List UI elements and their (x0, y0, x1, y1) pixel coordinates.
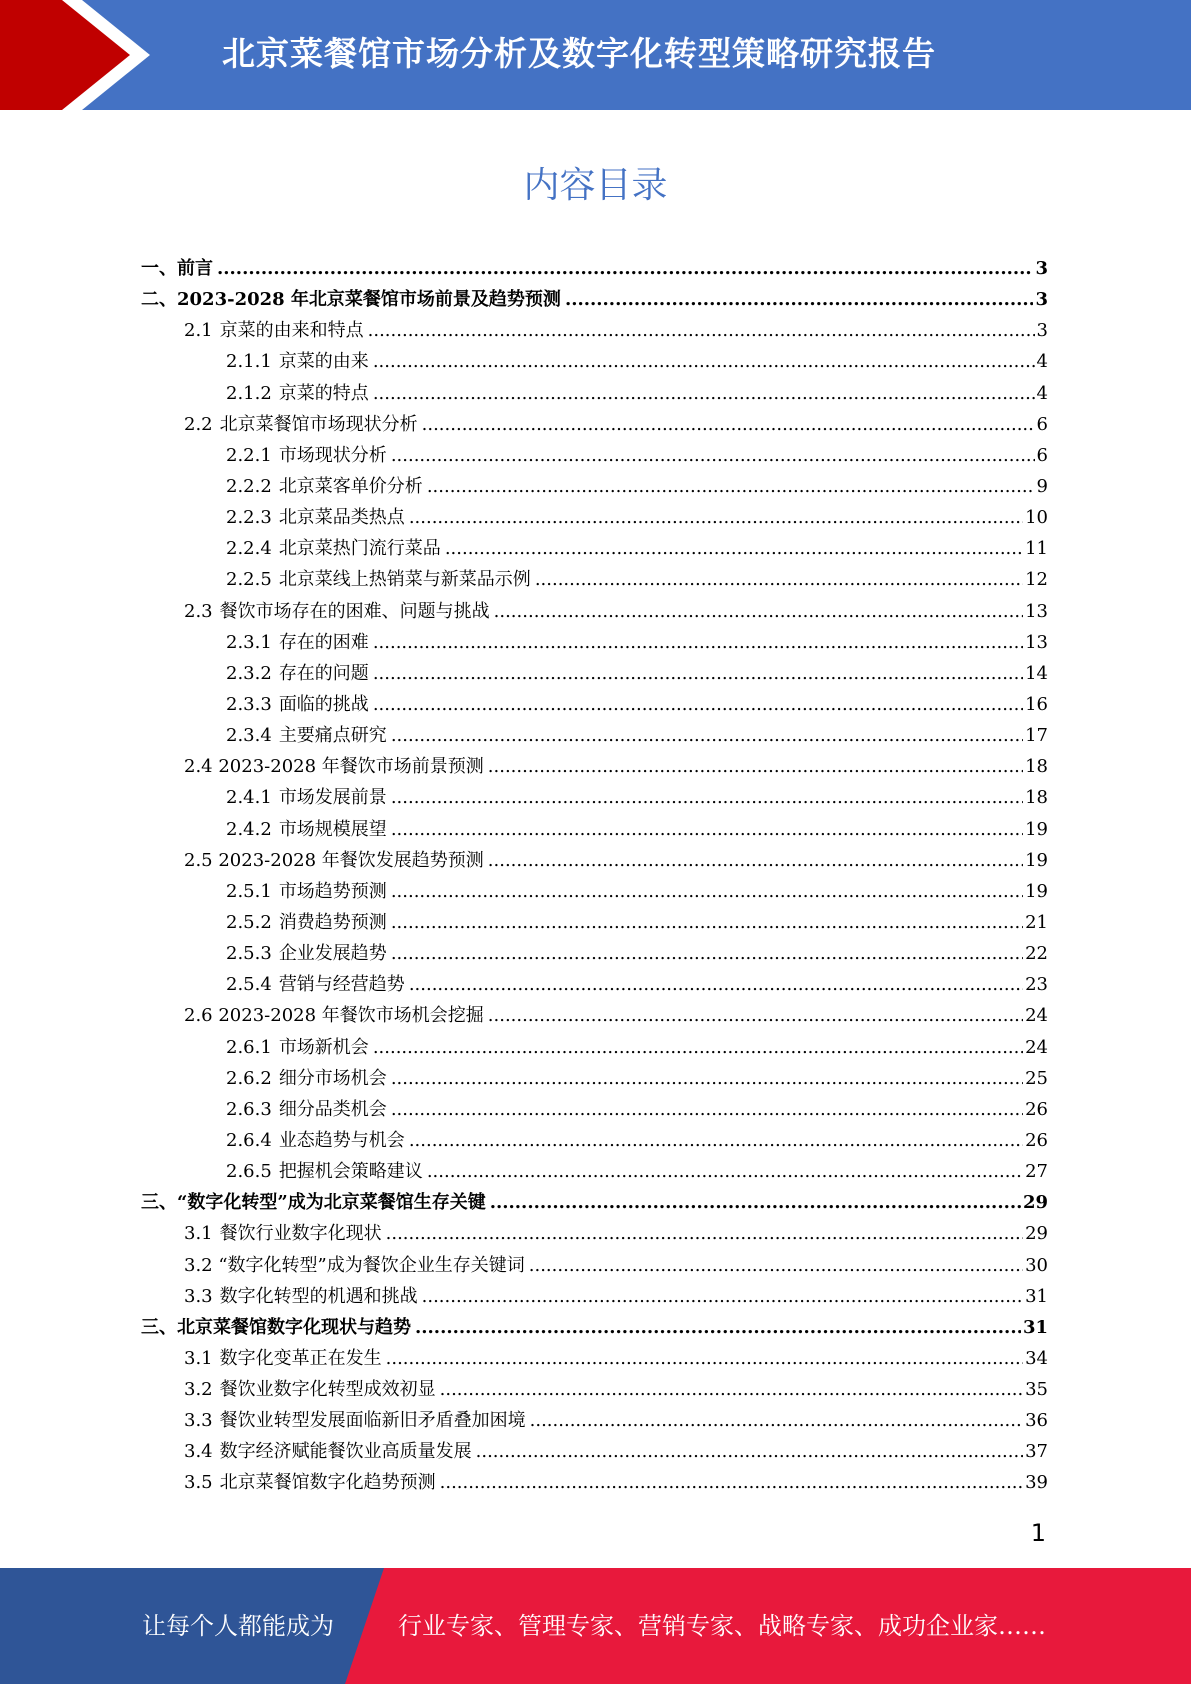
toc-entry-title: 一、前言 (141, 258, 213, 279)
toc-entry-page: 19 (1025, 818, 1048, 840)
toc-entry[interactable] (0, 1000, 1191, 1031)
toc-entry-title: 数字化转型的机遇和挑战 (219, 1285, 418, 1307)
toc-leader-dots (373, 689, 1023, 720)
header-banner (0, 0, 1191, 110)
toc-entry-page: 35 (1025, 1379, 1048, 1401)
toc-entry-title: 2.4 2023-2028 年餐饮市场前景预测 (184, 756, 484, 778)
toc-leader-dots (427, 471, 1035, 502)
toc-entry-page: 19 (1025, 849, 1048, 871)
toc-entry[interactable] (0, 1187, 1191, 1218)
toc-entry-number: 2.1.1 (226, 351, 272, 373)
toc-entry-title: 2.5 2023-2028 年餐饮发展趋势预测 (184, 849, 484, 871)
toc-entry-page: 34 (1025, 1347, 1048, 1369)
toc-entry[interactable] (0, 1281, 1191, 1312)
toc-entry[interactable] (0, 315, 1191, 346)
toc-leader-dots (373, 346, 1035, 377)
toc-entry-page: 6 (1036, 413, 1048, 435)
toc-entry-number: 2.3 (184, 600, 213, 622)
toc-entry-title: 市场新机会 (278, 1036, 369, 1058)
toc-entry[interactable] (0, 1094, 1191, 1125)
toc-leader-dots (415, 1312, 1021, 1343)
toc-leader-dots (391, 1063, 1023, 1094)
toc-entry-title: 把握机会策略建议 (278, 1161, 423, 1183)
toc-entry-title: 餐饮业转型发展面临新旧矛盾叠加困境 (219, 1410, 526, 1432)
toc-leader-dots (373, 627, 1023, 658)
toc-leader-dots (422, 409, 1035, 440)
toc-entry[interactable] (0, 845, 1191, 876)
toc-entry-title: 北京菜餐馆市场现状分析 (219, 413, 418, 435)
toc-leader-dots (445, 533, 1023, 564)
toc-leader-dots (490, 1187, 1021, 1218)
toc-entry-page: 31 (1025, 1285, 1048, 1307)
toc-entry-number: 2.6.5 (226, 1161, 272, 1183)
toc-entry[interactable] (0, 1125, 1191, 1156)
toc-entry-page: 29 (1025, 1223, 1048, 1245)
toc-entry-page: 3 (1036, 320, 1048, 342)
toc-entry-number: 2.1.2 (226, 382, 272, 404)
toc-entry-page: 4 (1036, 382, 1048, 404)
toc-leader-dots (530, 1405, 1023, 1436)
toc-leader-dots (391, 1094, 1023, 1125)
toc-leader-dots (373, 378, 1035, 409)
toc-entry-title: 2.6 2023-2028 年餐饮市场机会挖掘 (184, 1005, 484, 1027)
toc-entry-page: 36 (1025, 1410, 1048, 1432)
toc-entry-page: 29 (1022, 1192, 1048, 1214)
toc-entry-number: 3.3 (184, 1410, 213, 1432)
toc-entry-number: 2.5.2 (226, 911, 272, 933)
toc-entry[interactable] (0, 409, 1191, 440)
toc-entry[interactable] (0, 440, 1191, 471)
toc-entry-number: 3.1 (184, 1347, 213, 1369)
footer-slogan-right: 行业专家、管理专家、营销专家、战略专家、成功企业家…… (398, 1612, 1046, 1640)
toc-entry-page: 26 (1025, 1129, 1048, 1151)
toc-leader-dots (488, 751, 1023, 782)
toc-entry-page: 18 (1025, 787, 1048, 809)
toc-entry-number: 2.5.1 (226, 880, 272, 902)
toc-entry-number: 2.4.1 (226, 787, 272, 809)
toc-entry-title: 消费趋势预测 (278, 911, 387, 933)
toc-entry-title: 市场规模展望 (278, 818, 387, 840)
toc-entry[interactable] (0, 1063, 1191, 1094)
toc-leader-dots (368, 315, 1035, 346)
toc-entry-page: 16 (1025, 693, 1048, 715)
toc-entry[interactable] (0, 1467, 1191, 1498)
toc-entry[interactable] (0, 1156, 1191, 1187)
toc-entry-title: 京菜的由来 (278, 351, 369, 373)
toc-entry[interactable] (0, 533, 1191, 564)
toc-entry[interactable] (0, 689, 1191, 720)
toc-entry-title: 存在的困难 (278, 631, 369, 653)
toc-entry-number: 3.3 (184, 1285, 213, 1307)
toc-entry-number: 3.1 (184, 1223, 213, 1245)
table-of-contents (0, 253, 1191, 1499)
toc-entry-number: 3.2 (184, 1379, 213, 1401)
toc-entry-title: 餐饮市场存在的困难、问题与挑战 (219, 600, 490, 622)
toc-entry-number: 2.6.2 (226, 1067, 272, 1089)
toc-leader-dots (391, 782, 1023, 813)
toc-leader-dots (409, 1125, 1023, 1156)
toc-entry-page: 22 (1025, 943, 1048, 965)
toc-entry[interactable] (0, 564, 1191, 595)
toc-entry-title: 市场现状分析 (278, 444, 387, 466)
toc-entry-page: 13 (1025, 600, 1048, 622)
toc-leader-dots (422, 1281, 1023, 1312)
toc-entry[interactable] (0, 471, 1191, 502)
toc-entry[interactable] (0, 284, 1191, 315)
toc-entry-title: 业态趋势与机会 (278, 1129, 405, 1151)
toc-entry-page: 30 (1025, 1254, 1048, 1276)
toc-leader-dots (409, 502, 1023, 533)
toc-leader-dots (391, 814, 1023, 845)
toc-entry[interactable] (0, 1436, 1191, 1467)
toc-entry-number: 2.6.1 (226, 1036, 272, 1058)
toc-leader-dots (488, 845, 1023, 876)
toc-entry[interactable] (0, 1374, 1191, 1405)
toc-entry[interactable] (0, 658, 1191, 689)
toc-entry-number: 2.1 (184, 320, 213, 342)
toc-entry-title: 北京菜餐馆数字化趋势预测 (219, 1472, 436, 1494)
toc-entry[interactable] (0, 1218, 1191, 1249)
toc-entry-page: 10 (1025, 507, 1048, 529)
toc-entry[interactable] (0, 1405, 1191, 1436)
toc-leader-dots (535, 564, 1023, 595)
toc-entry-page: 27 (1025, 1161, 1048, 1183)
toc-leader-dots (391, 720, 1023, 751)
toc-entry-title: 营销与经营趋势 (278, 974, 405, 996)
toc-entry-title: 北京菜热门流行菜品 (278, 538, 441, 560)
toc-leader-dots (565, 284, 1034, 315)
toc-entry[interactable] (0, 876, 1191, 907)
toc-entry-number: 2.2.4 (226, 538, 272, 560)
toc-entry-title: 数字经济赋能餐饮业高质量发展 (219, 1441, 472, 1463)
toc-entry-number: 2.2.1 (226, 444, 272, 466)
toc-entry-page: 24 (1025, 1036, 1048, 1058)
toc-entry-title: 面临的挑战 (278, 693, 369, 715)
toc-entry[interactable] (0, 1032, 1191, 1063)
toc-entry-title: 京菜的由来和特点 (219, 320, 364, 342)
report-title: 北京菜餐馆市场分析及数字化转型策略研究报告 (222, 34, 936, 73)
toc-entry-number: 2.3.3 (226, 693, 272, 715)
toc-leader-dots (391, 440, 1035, 471)
toc-entry-number: 2.6.3 (226, 1098, 272, 1120)
toc-entry-page: 14 (1025, 662, 1048, 684)
toc-entry-title: 数字化变革正在发生 (219, 1347, 382, 1369)
toc-entry-title: 北京菜客单价分析 (278, 475, 423, 497)
toc-leader-dots (373, 658, 1023, 689)
toc-leader-dots (494, 596, 1023, 627)
toc-entry[interactable] (0, 814, 1191, 845)
toc-entry-page: 11 (1025, 538, 1048, 560)
toc-leader-dots (373, 1032, 1023, 1063)
toc-leader-dots (217, 253, 1033, 284)
page-number: 1 (1030, 1519, 1046, 1547)
toc-leader-dots (386, 1343, 1023, 1374)
toc-entry-number: 2.3.2 (226, 662, 272, 684)
toc-entry-number: 2.2 (184, 413, 213, 435)
toc-leader-dots (440, 1467, 1023, 1498)
toc-entry[interactable] (0, 253, 1191, 284)
toc-entry-page: 39 (1025, 1472, 1048, 1494)
toc-leader-dots (391, 938, 1023, 969)
toc-leader-dots (476, 1436, 1023, 1467)
toc-entry[interactable] (0, 596, 1191, 627)
toc-entry-title: 二、2023-2028 年北京菜餐馆市场前景及趋势预测 (141, 289, 561, 311)
toc-entry-page: 23 (1025, 974, 1048, 996)
toc-entry[interactable] (0, 782, 1191, 813)
toc-entry[interactable] (0, 751, 1191, 782)
toc-entry-title: 3.2 “数字化转型”成为餐饮企业生存关键词 (184, 1254, 525, 1276)
toc-entry-page: 6 (1036, 444, 1048, 466)
toc-entry-number: 2.2.3 (226, 507, 272, 529)
toc-entry-page: 13 (1025, 631, 1048, 653)
toc-leader-dots (391, 876, 1023, 907)
toc-leader-dots (386, 1218, 1023, 1249)
toc-entry-number: 2.2.5 (226, 569, 272, 591)
toc-entry-page: 37 (1025, 1441, 1048, 1463)
toc-entry[interactable] (0, 1250, 1191, 1281)
toc-entry-page: 25 (1025, 1067, 1048, 1089)
toc-entry-page: 12 (1025, 569, 1048, 591)
toc-entry[interactable] (0, 346, 1191, 377)
toc-entry-title: 三、北京菜餐馆数字化现状与趋势 (141, 1316, 411, 1338)
toc-entry-number: 2.5.3 (226, 943, 272, 965)
toc-leader-dots (427, 1156, 1023, 1187)
toc-entry-page: 19 (1025, 880, 1048, 902)
toc-entry-title: 京菜的特点 (278, 382, 369, 404)
footer-banner (0, 1568, 1191, 1684)
toc-leader-dots (391, 907, 1023, 938)
toc-entry[interactable] (0, 720, 1191, 751)
toc-entry[interactable] (0, 627, 1191, 658)
toc-leader-dots (529, 1250, 1023, 1281)
toc-entry-title: 细分品类机会 (278, 1098, 387, 1120)
toc-entry[interactable] (0, 1343, 1191, 1374)
toc-entry-title: 企业发展趋势 (278, 943, 387, 965)
toc-entry-title: 存在的问题 (278, 662, 369, 684)
toc-leader-dots (440, 1374, 1023, 1405)
toc-leader-dots (409, 969, 1023, 1000)
toc-entry-page: 26 (1025, 1098, 1048, 1120)
toc-entry-page: 21 (1025, 911, 1048, 933)
toc-entry-page: 17 (1025, 725, 1048, 747)
toc-entry[interactable] (0, 502, 1191, 533)
toc-entry-number: 2.3.4 (226, 725, 272, 747)
toc-entry-title: 细分市场机会 (278, 1067, 387, 1089)
toc-entry-number: 3.5 (184, 1472, 213, 1494)
toc-entry[interactable] (0, 969, 1191, 1000)
toc-entry[interactable] (0, 1312, 1191, 1343)
toc-entry-title: 三、“数字化转型”成为北京菜餐馆生存关键 (141, 1192, 486, 1214)
toc-entry[interactable] (0, 938, 1191, 969)
toc-entry-number: 2.3.1 (226, 631, 272, 653)
toc-entry-page: 24 (1025, 1005, 1048, 1027)
footer-slogan-left: 让每个人都能成为 (142, 1612, 334, 1640)
toc-entry-title: 市场趋势预测 (278, 880, 387, 902)
toc-entry-page: 3 (1035, 289, 1048, 311)
toc-entry-page: 4 (1036, 351, 1048, 373)
toc-entry-title: 市场发展前景 (278, 787, 387, 809)
toc-heading: 内容目录 (523, 165, 668, 206)
toc-entry-page: 31 (1022, 1316, 1048, 1338)
toc-entry-title: 北京菜品类热点 (278, 507, 405, 529)
toc-entry[interactable] (0, 907, 1191, 938)
toc-entry-title: 主要痛点研究 (278, 725, 387, 747)
toc-entry-title: 北京菜线上热销菜与新菜品示例 (278, 569, 531, 591)
toc-entry-title: 餐饮行业数字化现状 (219, 1223, 382, 1245)
toc-entry-title: 餐饮业数字化转型成效初显 (219, 1379, 436, 1401)
toc-entry-number: 2.6.4 (226, 1129, 272, 1151)
toc-entry-number: 2.4.2 (226, 818, 272, 840)
toc-entry[interactable] (0, 378, 1191, 409)
toc-entry-page: 18 (1025, 756, 1048, 778)
toc-entry-number: 3.4 (184, 1441, 213, 1463)
toc-entry-page: 3 (1035, 258, 1048, 279)
toc-leader-dots (488, 1000, 1023, 1031)
toc-entry-number: 2.2.2 (226, 475, 272, 497)
toc-entry-number: 2.5.4 (226, 974, 272, 996)
toc-entry-page: 9 (1036, 475, 1048, 497)
